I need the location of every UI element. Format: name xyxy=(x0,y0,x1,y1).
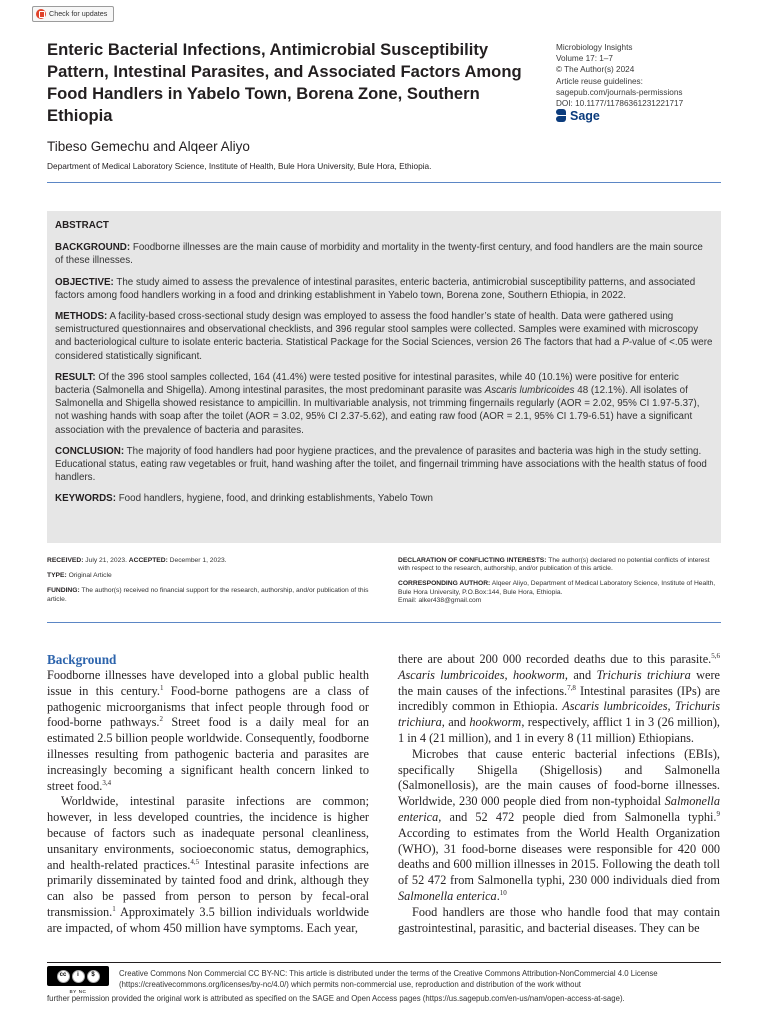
body-text: , and 52 472 people died from Salmonella typhi. xyxy=(438,809,717,824)
body-text: were the main causes of the infections. xyxy=(398,667,720,698)
abstract-methods-label: METHODS: xyxy=(55,311,108,323)
abstract-keywords xyxy=(55,492,713,505)
license-text-continued: further permission provided the original work is attributed as specified on the SAGE and Open Access pages (https://us.sagepub.com/en-us/nam/open-access-at-sage). xyxy=(47,994,625,1003)
abstract-objective xyxy=(55,276,713,302)
body-paragraph xyxy=(398,747,720,905)
conflict-statement xyxy=(398,557,721,573)
body-text: Approximately 3.5 billion individuals worldwide are impacted, of whom 450 million have symptoms. Each year, xyxy=(47,904,369,935)
species-name: hookworm xyxy=(469,715,522,730)
citation-ref[interactable]: 1 xyxy=(112,904,116,913)
journal-name: Microbiology Insights xyxy=(556,43,633,52)
corresponding-text: Alqeer Aliyo, Department of Medical Laboratory Science, Institute of Health, Bule Hora University, P.O.Box:144, Bule Hora, Ethiopia. xyxy=(398,580,716,596)
abstract-box xyxy=(47,211,721,543)
reuse-link[interactable]: sagepub.com/journals-permissions xyxy=(556,87,683,97)
abstract-background xyxy=(55,241,713,267)
citation-ref[interactable]: 1 xyxy=(159,683,164,692)
species-name: Salmonella enterica xyxy=(398,794,720,824)
citation-ref[interactable]: 2 xyxy=(159,715,163,724)
body-column-right xyxy=(398,652,720,936)
noncommercial-icon: $ xyxy=(87,970,100,983)
body-text: Foodborne illnesses have developed into a global public health issue in this century. xyxy=(47,668,369,698)
declaration-label: DECLARATION OF CONFLICTING INTERESTS: xyxy=(398,557,547,564)
citation-ref[interactable]: 3,4 xyxy=(102,778,112,787)
abstract-background-text: Foodborne illnesses are the main cause of morbidity and mortality in the twenty-first century, and food handlers are the main source of these illnesses. xyxy=(55,242,703,267)
body-paragraph xyxy=(47,794,369,936)
check-for-updates-label: Check for updates xyxy=(49,9,108,18)
publisher-logo xyxy=(556,109,600,123)
type-value: Original Article xyxy=(68,572,112,580)
author-affiliation: Department of Medical Laboratory Science, Institute of Health, Bule Hora University, Bule Hora, Ethiopia. xyxy=(47,161,432,171)
body-paragraph xyxy=(47,668,369,794)
received-label: RECEIVED: xyxy=(47,557,84,564)
abstract-conclusion xyxy=(55,445,713,485)
citation-ref[interactable]: 4,5 xyxy=(190,857,200,866)
body-text: there are about 200 000 recorded deaths due to this parasite. xyxy=(398,652,712,666)
body-text: Intestinal parasite infections are primarily disseminated by tainted food and drink, although they can also be passed from person to person by fecal-oral transmission. xyxy=(47,857,369,919)
check-for-updates-badge[interactable] xyxy=(32,6,114,22)
journal-volume: Volume 17: 1–7 xyxy=(556,54,613,64)
declaration-text: The author(s) declared no potential conflicts of interest with respect to the research, authorship, and/or publication of this article. xyxy=(398,557,710,573)
abstract-result-species: Ascaris lumbricoides xyxy=(484,385,575,397)
body-text: Food-borne pathogens are a class of pathogenic microorganisms that infect people through food or food-borne pathways. xyxy=(47,683,369,730)
reuse-guidelines: Article reuse guidelines: xyxy=(556,76,643,86)
journal-info xyxy=(556,42,746,109)
article-type xyxy=(47,572,372,580)
body-text: According to estimates from the World Health Organization (WHO), 31 food-borne diseases were responsible for 420 000 deaths and 600 million illnesses in 2015. Following the death toll of 52 472 from Salmonella typhi, 230 000 individuals died from xyxy=(398,825,720,888)
cc-icon: cc xyxy=(57,970,70,983)
abstract-keywords-text: Food handlers, hygiene, food, and drinking establishments, Yabelo Town xyxy=(118,493,433,505)
abstract-result-text-end: 48 (12.1%). All isolates of Salmonella and Shigella showed resistance to ampicillin. In multivariable analysis, not trimming fingernails regularly (AOR = 2.02, 95% CI 1.97-5.37), not washing hands with soap after the toilet (AOR = 3.02, 95% CI 2.37-5.62), and eating raw food (AOR = 2.1, 95% CI 1.79-6.51) have a significant association with the prevalence of bacteria and parasites. xyxy=(55,385,700,436)
sage-logo-icon xyxy=(556,109,566,123)
corresponding-email[interactable]: Email: alker438@gmail.com xyxy=(398,596,482,604)
body-text: Food handlers are those who handle food that may contain gastrointestinal, parasitic, and bacterial diseases. They can be xyxy=(398,904,720,935)
received-date: July 21, 2023. xyxy=(85,557,127,564)
abstract-divider xyxy=(47,622,721,623)
body-text: and xyxy=(567,667,597,682)
funding-label: FUNDING: xyxy=(47,587,80,595)
body-column-left xyxy=(47,652,369,937)
abstract-keywords-label: KEYWORDS: xyxy=(55,493,116,505)
species-name: Ascaris lumbricoides, Trichuris trichiura, xyxy=(398,699,720,730)
body-text: . xyxy=(496,888,500,903)
abstract-result-text: Of the 396 stool samples collected, 164 (41.4%) were tested positive for intestinal parasites, while 40 (10.1%) were positive for enteric bacteria (Salmonella and Shigella). Among intestinal parasites, the most predominant parasite was xyxy=(55,371,679,397)
license-text: Creative Commons Non Commercial CC BY-NC: This article is distributed under the terms of the Creative Commons Attribution-NonCommercial 4.0 License (https://creativecommons.org/licenses/by-nc/4.0/) which permits non-commercial use, reproduction and distribution of the work without xyxy=(119,969,658,990)
citation-ref[interactable]: 7,8 xyxy=(567,683,576,692)
species-name: Salmonella enterica xyxy=(398,888,497,903)
species-name: Ascaris lumbricoides, hookworm, xyxy=(398,667,568,682)
header-divider xyxy=(47,182,721,183)
abstract-methods xyxy=(55,310,713,363)
abstract-methods-p: P xyxy=(622,337,629,349)
article-meta-right xyxy=(398,557,721,612)
footer-divider xyxy=(47,962,721,963)
abstract-background-label: BACKGROUND: xyxy=(55,242,131,254)
body-text: and xyxy=(444,715,470,730)
article-title: Enteric Bacterial Infections, Antimicrobial Susceptibility Pattern, Intestinal Parasites, and Associated Factors Among Food Handlers in Yabelo Town, Borena Zone, Southern Ethiopia xyxy=(47,40,522,125)
body-text: Street food is a daily meal for an estimated 2.5 billion people worldwide. Consequently, foodborne illnesses resulting from pathogenic bacteria and parasites are increasingly becoming a significant health concern linked to street food. xyxy=(47,715,369,793)
abstract-result xyxy=(55,371,713,437)
cc-by-nc-badge[interactable] xyxy=(47,966,109,986)
abstract-heading: ABSTRACT xyxy=(55,220,109,231)
citation-ref[interactable]: 10 xyxy=(499,888,507,897)
section-heading-background: Background xyxy=(47,652,117,667)
body-text: Worldwide, intestinal parasite infections are common; however, in less developed countries, the incidence is higher because of factors such as inadequate personal cleanliness, unsanitary environments, socioeconomic status, demographics, and health-related practices. xyxy=(47,794,369,872)
check-for-updates-icon xyxy=(36,9,46,19)
abstract-conclusion-text: The majority of food handlers had poor hygiene practices, and the prevalence of parasites and bacteria was high in the study setting. Educational status, eating raw vegetables or fruit, hand washing after the toilet, and fingernail trimming have associations with the health status of food handlers. xyxy=(55,445,707,484)
body-text: Intestinal parasites (IPs) are incredibly common in Ethiopia. xyxy=(398,683,720,714)
body-paragraph xyxy=(398,905,720,937)
citation-ref[interactable]: 9 xyxy=(716,809,720,818)
journal-copyright: © The Author(s) 2024 xyxy=(556,65,635,75)
abstract-conclusion-label: CONCLUSION: xyxy=(55,445,125,457)
attribution-icon: i xyxy=(72,970,85,983)
body-text: , respectively, afflict 1 in 3 (26 million), 1 in 4 (21 million), and 1 in every 8 (11 million) Ethiopians. xyxy=(398,715,720,745)
received-accepted xyxy=(47,557,372,565)
accepted-label: ACCEPTED: xyxy=(128,557,168,564)
type-label: TYPE: xyxy=(47,572,67,580)
species-name: Trichuris trichiura xyxy=(596,667,691,682)
doi-link[interactable]: DOI: 10.1177/11786361231221717 xyxy=(556,99,684,109)
abstract-methods-text: A facility-based cross-sectional study design was employed to assess the food handler’s state of health. Data were gathered using semistructured questionnaires and observational checklists, and 396 regular stool samples were collected. Samples were examined with microscopy and bacteriological culture to isolate enteric bacteria. Statistical Package for the Social Sciences, version 26 The factors that had a xyxy=(55,311,699,349)
publisher-name: Sage xyxy=(570,109,600,123)
corresponding-label: CORRESPONDING AUTHOR: xyxy=(398,580,491,588)
accepted-date: December 1, 2023. xyxy=(169,557,227,564)
citation-ref[interactable]: 5,6 xyxy=(711,651,720,660)
abstract-objective-label: OBJECTIVE: xyxy=(55,276,114,288)
article-authors: Tibeso Gemechu and Alqeer Aliyo xyxy=(47,139,250,154)
abstract-objective-text: The study aimed to assess the prevalence of intestinal parasites, enteric bacteria, antimicrobial susceptibility patterns, and associated factors among food handlers working in a food and drinking establishment in Yabelo town, Borena zone, Southern Ethiopia, in 2022. xyxy=(55,276,696,301)
funding-statement xyxy=(47,587,372,603)
abstract-result-label: RESULT: xyxy=(55,371,96,383)
abstract-methods-text-end: -value of <.05 were considered statistically significant. xyxy=(55,337,713,362)
cc-badge-label: BY NC xyxy=(69,990,87,995)
article-meta-left xyxy=(47,557,372,611)
body-text: Microbes that cause enteric bacterial infections (EBIs), specifically Shigella (Shigellosis) and Salmonella (Salmonellosis), are the main causes of food-borne illnesses. Worldwide, 230 000 people died from non-typhoidal xyxy=(398,746,720,809)
corresponding-author xyxy=(398,580,721,605)
funding-text: The author(s) received no financial support for the research, authorship, and/or publication of this article. xyxy=(47,587,369,603)
body-paragraph xyxy=(398,652,720,747)
